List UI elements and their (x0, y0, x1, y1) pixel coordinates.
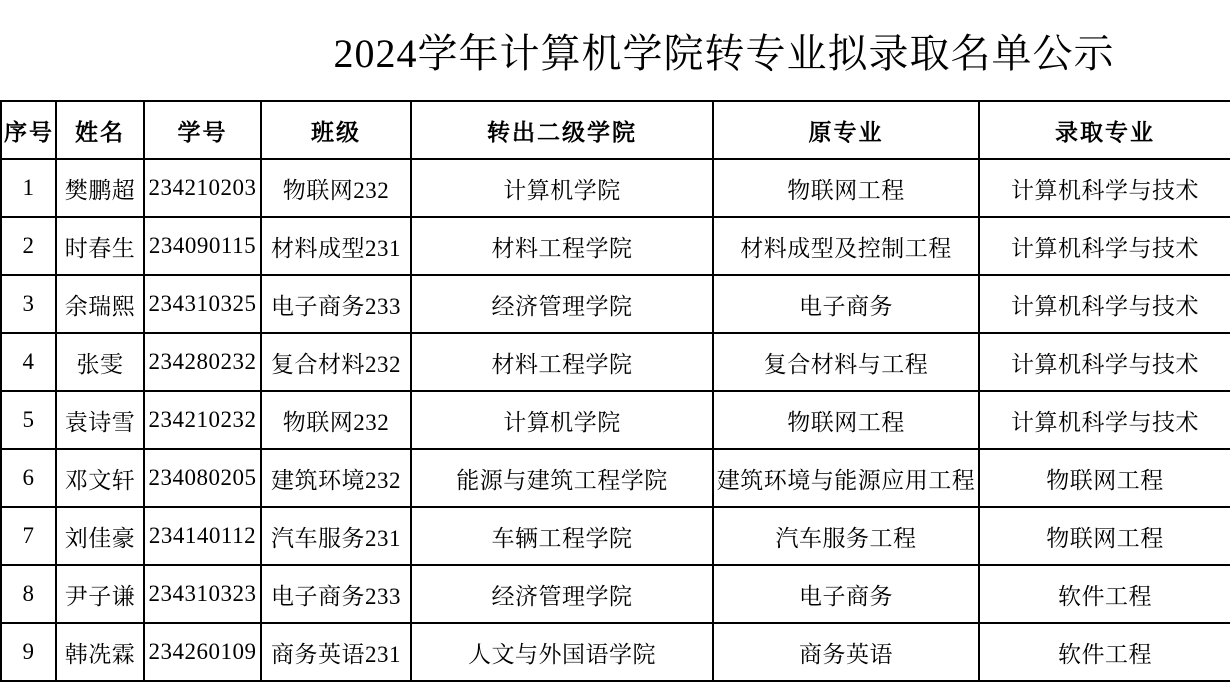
table-row (1, 217, 1230, 275)
table-cell-from-college: 人文与外国语学院 (411, 623, 713, 681)
table-cell-class: 材料成型231 (261, 217, 411, 275)
table-cell-from-college: 能源与建筑工程学院 (411, 449, 713, 507)
table-cell-original-major: 电子商务 (713, 565, 979, 623)
table-cell-from-college: 计算机学院 (411, 391, 713, 449)
col-header-index: 序号 (1, 101, 56, 159)
table-cell-index: 3 (1, 275, 56, 333)
table-cell-index: 1 (1, 159, 56, 217)
table-cell-admitted-major: 物联网工程 (979, 449, 1230, 507)
table-cell-admitted-major: 计算机科学与技术 (979, 275, 1230, 333)
table-cell-name: 樊鹏超 (56, 159, 144, 217)
table-cell-original-major: 材料成型及控制工程 (713, 217, 979, 275)
table-cell-student-id: 234080205 (144, 449, 261, 507)
table-cell-name: 刘佳豪 (56, 507, 144, 565)
col-header-student-id: 学号 (144, 101, 261, 159)
table-row (1, 507, 1230, 565)
col-header-admitted-major: 录取专业 (979, 101, 1230, 159)
table-cell-class: 汽车服务231 (261, 507, 411, 565)
table-cell-from-college: 经济管理学院 (411, 565, 713, 623)
table-row (1, 275, 1230, 333)
table-body (1, 159, 1230, 681)
table-cell-index: 6 (1, 449, 56, 507)
table-cell-admitted-major: 物联网工程 (979, 507, 1230, 565)
table-cell-admitted-major: 软件工程 (979, 623, 1230, 681)
table-cell-name: 韩冼霖 (56, 623, 144, 681)
table-cell-from-college: 计算机学院 (411, 159, 713, 217)
table-cell-index: 8 (1, 565, 56, 623)
col-header-original-major: 原专业 (713, 101, 979, 159)
table-cell-index: 2 (1, 217, 56, 275)
page-title: 2024学年计算机学院转专业拟录取名单公示 (333, 30, 1115, 76)
table-cell-class: 商务英语231 (261, 623, 411, 681)
table-cell-original-major: 商务英语 (713, 623, 979, 681)
table-header-row (1, 101, 1230, 159)
table-cell-index: 5 (1, 391, 56, 449)
table-cell-name: 张雯 (56, 333, 144, 391)
table-cell-original-major: 建筑环境与能源应用工程 (713, 449, 979, 507)
table-row (1, 333, 1230, 391)
col-header-from-college: 转出二级学院 (411, 101, 713, 159)
table-cell-class: 物联网232 (261, 159, 411, 217)
table-row (1, 449, 1230, 507)
table-cell-admitted-major: 计算机科学与技术 (979, 333, 1230, 391)
col-header-class: 班级 (261, 101, 411, 159)
table-cell-index: 4 (1, 333, 56, 391)
table-cell-class: 复合材料232 (261, 333, 411, 391)
table-cell-class: 物联网232 (261, 391, 411, 449)
table-cell-from-college: 材料工程学院 (411, 333, 713, 391)
table-cell-admitted-major: 软件工程 (979, 565, 1230, 623)
admission-roster-table (0, 100, 1230, 682)
table-row (1, 391, 1230, 449)
table-cell-class: 电子商务233 (261, 565, 411, 623)
table-cell-name: 余瑞熙 (56, 275, 144, 333)
table-row (1, 159, 1230, 217)
col-header-name: 姓名 (56, 101, 144, 159)
table-cell-name: 袁诗雪 (56, 391, 144, 449)
table-cell-from-college: 车辆工程学院 (411, 507, 713, 565)
table-cell-admitted-major: 计算机科学与技术 (979, 159, 1230, 217)
table-cell-admitted-major: 计算机科学与技术 (979, 391, 1230, 449)
table-cell-original-major: 电子商务 (713, 275, 979, 333)
table-cell-from-college: 经济管理学院 (411, 275, 713, 333)
table-cell-class: 电子商务233 (261, 275, 411, 333)
table-cell-index: 7 (1, 507, 56, 565)
table-cell-student-id: 234210203 (144, 159, 261, 217)
table-row (1, 565, 1230, 623)
table-cell-class: 建筑环境232 (261, 449, 411, 507)
table-cell-index: 9 (1, 623, 56, 681)
table-cell-student-id: 234260109 (144, 623, 261, 681)
table-cell-from-college: 材料工程学院 (411, 217, 713, 275)
table-cell-student-id: 234310325 (144, 275, 261, 333)
table-row (1, 623, 1230, 681)
table-cell-name: 邓文轩 (56, 449, 144, 507)
table-cell-name: 尹子谦 (56, 565, 144, 623)
table-cell-original-major: 汽车服务工程 (713, 507, 979, 565)
table-cell-student-id: 234280232 (144, 333, 261, 391)
table-cell-student-id: 234310323 (144, 565, 261, 623)
table-cell-original-major: 物联网工程 (713, 391, 979, 449)
title-area (0, 0, 1230, 100)
table-cell-student-id: 234210232 (144, 391, 261, 449)
table-cell-original-major: 复合材料与工程 (713, 333, 979, 391)
table-cell-admitted-major: 计算机科学与技术 (979, 217, 1230, 275)
table-cell-student-id: 234140112 (144, 507, 261, 565)
table-cell-name: 时春生 (56, 217, 144, 275)
table-cell-original-major: 物联网工程 (713, 159, 979, 217)
table-cell-student-id: 234090115 (144, 217, 261, 275)
